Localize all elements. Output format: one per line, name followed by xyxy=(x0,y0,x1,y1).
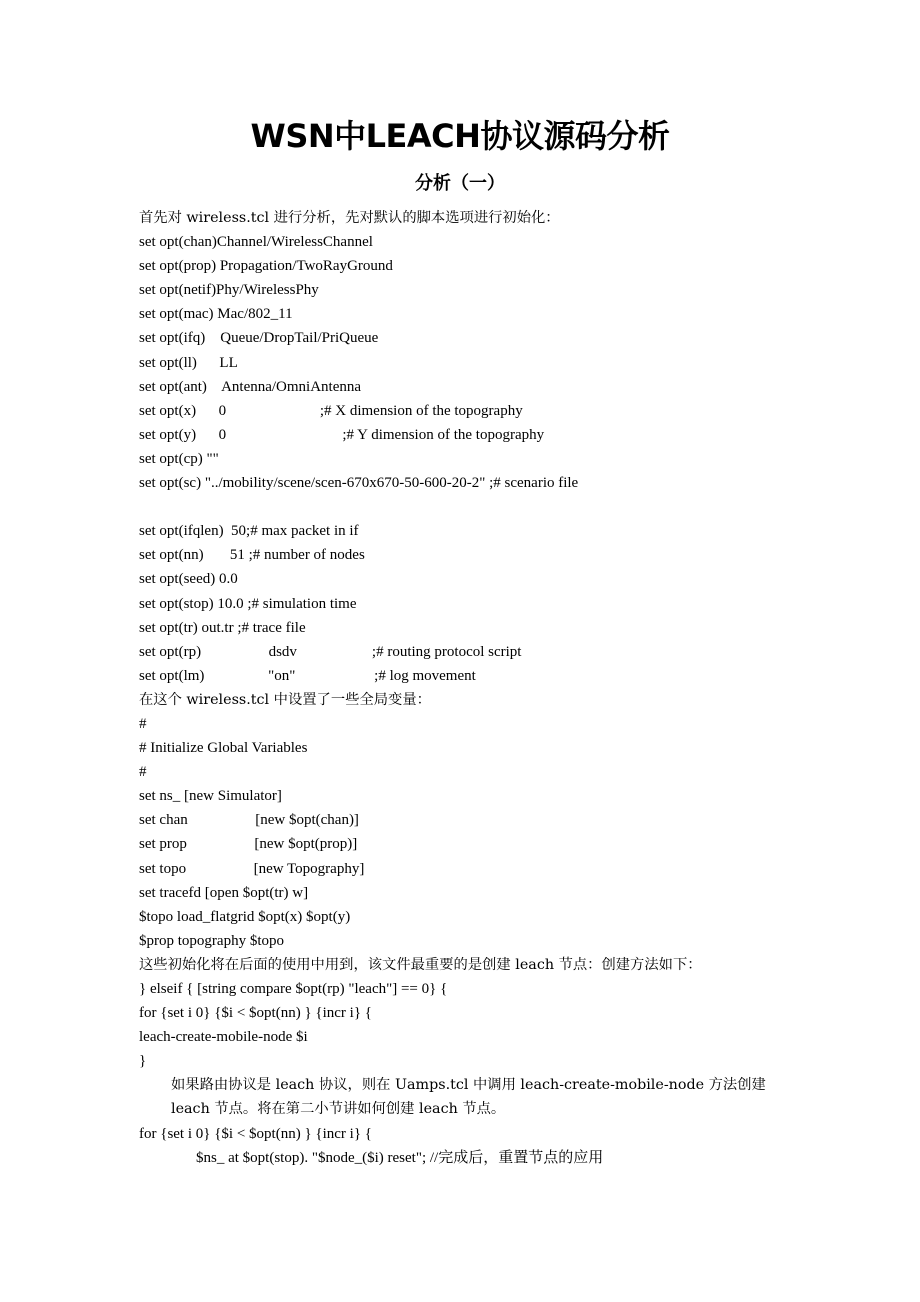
code-line: set opt(rp) dsdv ;# routing protocol script xyxy=(139,643,522,660)
code-line: set opt(y) 0 ;# Y dimension of the topography xyxy=(139,426,545,443)
code-line: for {set i 0} {$i < $opt(nn) } {incr i} { xyxy=(139,1005,372,1022)
document-title: WSN中LEACH协议源码分析 xyxy=(250,117,670,155)
code-line: set opt(ifqlen) 50;# max packet in if xyxy=(139,523,359,540)
code-line-indented: $ns_ at $opt(stop). "$node_($i) reset"; //完成后，重置节点的应用 xyxy=(196,1149,604,1166)
code-line: } elseif { [string compare $opt(rp) "leach"] == 0} { xyxy=(139,981,448,997)
code-line: set opt(cp) "" xyxy=(139,450,219,467)
code-line: set opt(netif)Phy/WirelessPhy xyxy=(139,282,319,299)
code-line: set opt(ant) Antenna/OmniAntenna xyxy=(139,378,362,395)
code-line: $topo load_flatgrid $opt(x) $opt(y) xyxy=(139,908,351,925)
code-line: set opt(ll) LL xyxy=(139,354,238,371)
document-body xyxy=(139,206,779,1170)
code-line: set opt(lm) "on" ;# log movement xyxy=(139,667,476,684)
code-line: set prop [new $opt(prop)] xyxy=(139,836,358,853)
code-line: set opt(nn) 51 ;# number of nodes xyxy=(139,547,365,564)
code-line: set opt(stop) 10.0 ;# simulation time xyxy=(139,595,357,612)
code-line: set opt(mac) Mac/802_11 xyxy=(139,306,293,323)
code-line: set opt(chan)Channel/WirelessChannel xyxy=(139,234,373,251)
code-line: # xyxy=(139,764,147,781)
code-line: leach-create-mobile-node $i xyxy=(139,1029,308,1046)
paragraph-create-nodes: 这些初始化将在后面的使用中用到，该文件最重要的是创建 leach 节点：创建方法如下： xyxy=(139,956,702,973)
paragraph-leach-protocol: 如果路由协议是 leach 协议，则在 Uamps.tcl 中调用 leach-create-mobile-node 方法创建 leach 节点。将在第二小节讲如何创建 leach 节点。 xyxy=(171,1077,766,1118)
code-line: set opt(ifq) Queue/DropTail/PriQueue xyxy=(139,330,379,347)
code-line: # xyxy=(139,715,147,732)
code-line: set opt(x) 0 ;# X dimension of the topography xyxy=(139,402,523,419)
paragraph-globals: 在这个 wireless.tcl 中设置了一些全局变量： xyxy=(139,691,431,708)
code-line: set opt(seed) 0.0 xyxy=(139,571,238,588)
code-line: set chan [new $opt(chan)] xyxy=(139,812,359,829)
code-line: # Initialize Global Variables xyxy=(139,740,308,757)
code-line: set topo [new Topography] xyxy=(139,860,365,877)
code-line: set opt(prop) Propagation/TwoRayGround xyxy=(139,258,393,275)
paragraph-intro: 首先对 wireless.tcl 进行分析，先对默认的脚本选项进行初始化： xyxy=(139,210,560,226)
code-line: set opt(sc) "../mobility/scene/scen-670x670-50-600-20-2" ;# scenario file xyxy=(139,475,579,492)
code-line: set ns_ [new Simulator] xyxy=(139,788,282,805)
code-line: $prop topography $topo xyxy=(139,932,284,949)
code-line: set opt(tr) out.tr ;# trace file xyxy=(139,619,306,636)
code-line: for {set i 0} {$i < $opt(nn) } {incr i} { xyxy=(139,1125,372,1142)
blank-line xyxy=(139,495,779,519)
code-line: } xyxy=(139,1053,147,1070)
section-subtitle: 分析（一） xyxy=(415,173,505,194)
code-line: set tracefd [open $opt(tr) w] xyxy=(139,884,309,901)
